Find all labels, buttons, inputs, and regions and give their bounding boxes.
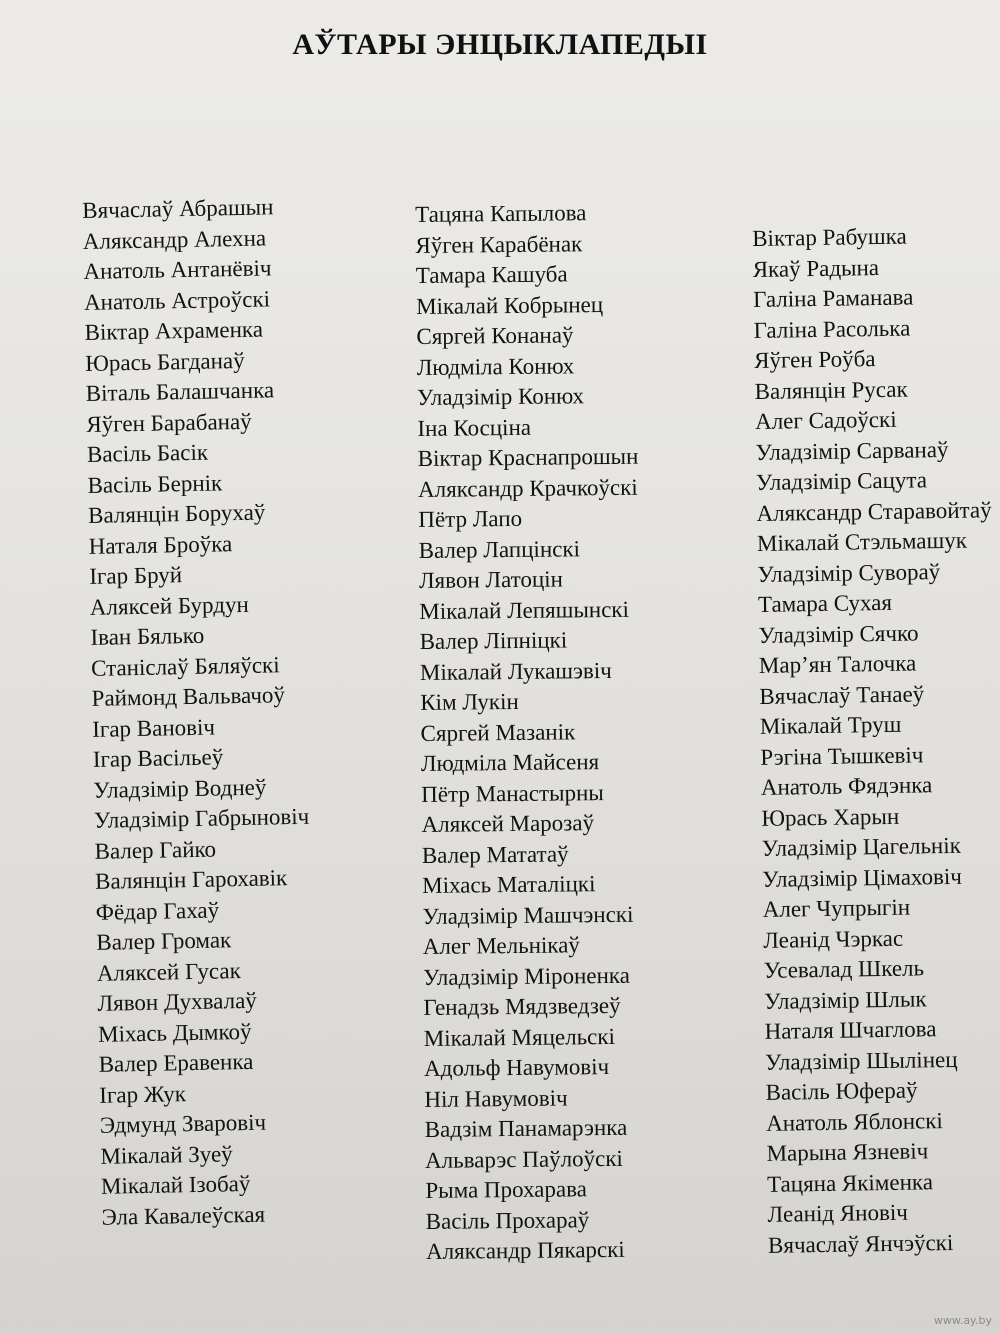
author-name: Ігар Васільеў	[92, 744, 224, 772]
author-name: Віктар Рабушка	[752, 223, 907, 251]
author-name: Марына Язневіч	[766, 1138, 929, 1166]
author-name: Аляксей Бурдун	[89, 591, 249, 620]
author-name: Вячаслаў Абрашын	[82, 194, 274, 223]
author-name: Мікалай Ізобаў	[100, 1170, 251, 1199]
author-name: Алег Садоўскі	[754, 406, 897, 434]
author-name: Віталь Балашчанка	[85, 377, 275, 406]
author-name: Аляксей Марозаў	[421, 810, 595, 837]
author-name: Валянцін Гарохавік	[94, 865, 288, 894]
author-name: Мікалай Мяцельскі	[423, 1023, 616, 1051]
author-name: Мікалай Лукашэвіч	[419, 657, 612, 685]
author-name: Уладзімір Воднеў	[93, 774, 267, 803]
author-name: Сяргей Конанаў	[416, 322, 574, 349]
author-name: Вячаслаў Танаеў	[759, 680, 925, 709]
author-name: Людміла Конюх	[416, 352, 575, 380]
author-name: Мар’ян Талочка	[758, 650, 917, 678]
author-name: Уладзімір Цімаховіч	[762, 863, 963, 892]
author-name: Юрась Багданаў	[84, 347, 245, 376]
author-name: Людміла Майсеня	[420, 749, 600, 776]
author-name: Алег Чупрыгін	[762, 894, 911, 922]
author-name: Анатоль Антанёвіч	[83, 255, 272, 284]
watermark: www.ay.by	[933, 1314, 992, 1327]
author-name: Уладзімір Міроненка	[423, 962, 630, 990]
author-name: Анатоль Яблонскі	[765, 1107, 944, 1136]
author-name: Васіль Юфераў	[765, 1077, 918, 1105]
author-name: Аляксей Гусак	[96, 957, 241, 986]
author-name: Усевалад Шкель	[763, 955, 925, 983]
author-name: Уладзімір Цагельнік	[761, 832, 962, 861]
author-name: Галіна Раманава	[752, 284, 914, 312]
page-title: АЎТАРЫ ЭНЦЫКЛАПЕДЫІ	[292, 28, 708, 61]
author-name: Уладзімір Сувораў	[757, 558, 941, 587]
author-name: Ігар Вановіч	[91, 714, 216, 742]
author-name: Аляксандр Старавойтаў	[756, 496, 992, 526]
author-name: Леанід Яновіч	[767, 1199, 909, 1227]
author-name: Кім Лукін	[420, 688, 519, 715]
author-name: Галіна Расолька	[753, 315, 911, 343]
author-name: Яўген Карабёнак	[415, 230, 583, 258]
author-name: Валянцін Русак	[754, 376, 908, 404]
author-name: Уладзімір Шлык	[764, 985, 927, 1014]
author-name: Генадзь Мядзведзеў	[423, 992, 621, 1020]
author-name: Васіль Басік	[86, 439, 209, 467]
author-name: Тамара Сухая	[757, 589, 893, 617]
author-name: Пётр Лапо	[418, 505, 523, 532]
authors-column-1	[82, 192, 317, 1233]
author-name: Сяргей Мазанік	[420, 718, 576, 746]
author-name: Мікалай Кобрынец	[415, 291, 604, 319]
author-name: Уладзімір Сячко	[758, 619, 919, 648]
author-name: Міхась Дымкоў	[97, 1018, 252, 1047]
author-name: Юрась Харын	[761, 803, 900, 831]
author-name: Мікалай Зуеў	[100, 1140, 233, 1169]
author-name: Віктар Краснапрошын	[417, 443, 639, 471]
authors-column-2	[415, 198, 647, 1268]
author-name: Станіслаў Бяляўскі	[90, 651, 280, 681]
author-name: Эдмунд Зваровіч	[99, 1109, 267, 1138]
author-name: Іван Бялько	[90, 622, 205, 650]
author-name: Валянцін Борухаў	[87, 499, 266, 528]
author-name: Рыма Прохарава	[425, 1176, 588, 1203]
author-name: Раймонд Вальвачоў	[91, 682, 286, 711]
author-name: Васіль Прохараў	[425, 1206, 590, 1234]
author-name: Тацяна Капылова	[415, 200, 587, 227]
author-name: Ігар Бруй	[89, 562, 183, 589]
author-name: Наталя Броўка	[88, 530, 233, 559]
author-name: Лявон Духвалаў	[97, 987, 258, 1016]
author-name: Аляксандр Пякарскі	[425, 1236, 625, 1264]
author-name: Алег Мельнікаў	[422, 932, 580, 959]
author-name: Пётр Манастырны	[421, 779, 604, 807]
author-name: Яўген Барабанаў	[86, 408, 252, 437]
author-name: Уладзімір Сацута	[755, 467, 928, 495]
author-name: Лявон Латоцін	[418, 566, 564, 593]
author-name: Валер Лапцінскі	[418, 535, 581, 563]
author-name: Вадзім Панамарэнка	[424, 1114, 628, 1142]
author-name: Ігар Жук	[99, 1080, 187, 1108]
author-name: Валер Мататаў	[421, 840, 569, 868]
author-name: Аляксандр Крачкоўскі	[417, 474, 638, 502]
author-name: Уладзімір Шылінец	[764, 1046, 958, 1075]
author-name: Тамара Кашуба	[415, 261, 568, 288]
author-name: Валер Громак	[96, 927, 232, 955]
author-name: Уладзімір Конюх	[416, 383, 585, 410]
author-name: Рэгіна Тышкевіч	[760, 741, 924, 770]
author-name: Альварэс Паўлоўскі	[424, 1145, 624, 1173]
author-name: Валер Еравенка	[98, 1048, 254, 1077]
author-name: Эла Кавалеўская	[101, 1201, 266, 1230]
author-name: Уладзімір Сарванаў	[755, 436, 949, 465]
author-name: Уладзімір Габрыновіч	[93, 803, 310, 833]
author-name: Васіль Бернік	[87, 469, 223, 498]
author-name: Міхась Маталіцкі	[422, 871, 596, 898]
author-name: Валер Ліпніцкі	[419, 627, 568, 654]
author-name: Якаў Радына	[752, 254, 880, 282]
author-name: Фёдар Гахаў	[95, 897, 220, 925]
author-name: Анатоль Астроўскі	[83, 285, 271, 315]
author-name: Вячаслаў Янчэўскі	[767, 1229, 954, 1258]
author-name: Валер Гайко	[94, 836, 217, 864]
author-name: Мікалай Труш	[759, 711, 902, 739]
author-name: Мікалай Стэльмашук	[756, 527, 968, 556]
author-name: Адольф Навумовіч	[423, 1054, 610, 1081]
author-name: Тацяна Якіменка	[766, 1168, 934, 1197]
author-name: Мікалай Лепяшынскі	[419, 596, 630, 624]
author-name: Анатоль Фядэнка	[760, 772, 933, 800]
author-name: Леанід Чэркас	[763, 925, 904, 953]
author-name: Наталя Шчаглова	[764, 1016, 937, 1044]
author-name: Яўген Роўба	[753, 346, 876, 373]
author-name: Уладзімір Машчэнскі	[422, 901, 634, 929]
author-name: Віктар Ахраменка	[84, 316, 264, 345]
author-name: Ніл Навумовіч	[424, 1084, 568, 1112]
author-name: Аляксандр Алехна	[82, 224, 267, 254]
author-name: Іна Косціна	[417, 414, 532, 441]
authors-column-3	[752, 220, 1000, 1261]
